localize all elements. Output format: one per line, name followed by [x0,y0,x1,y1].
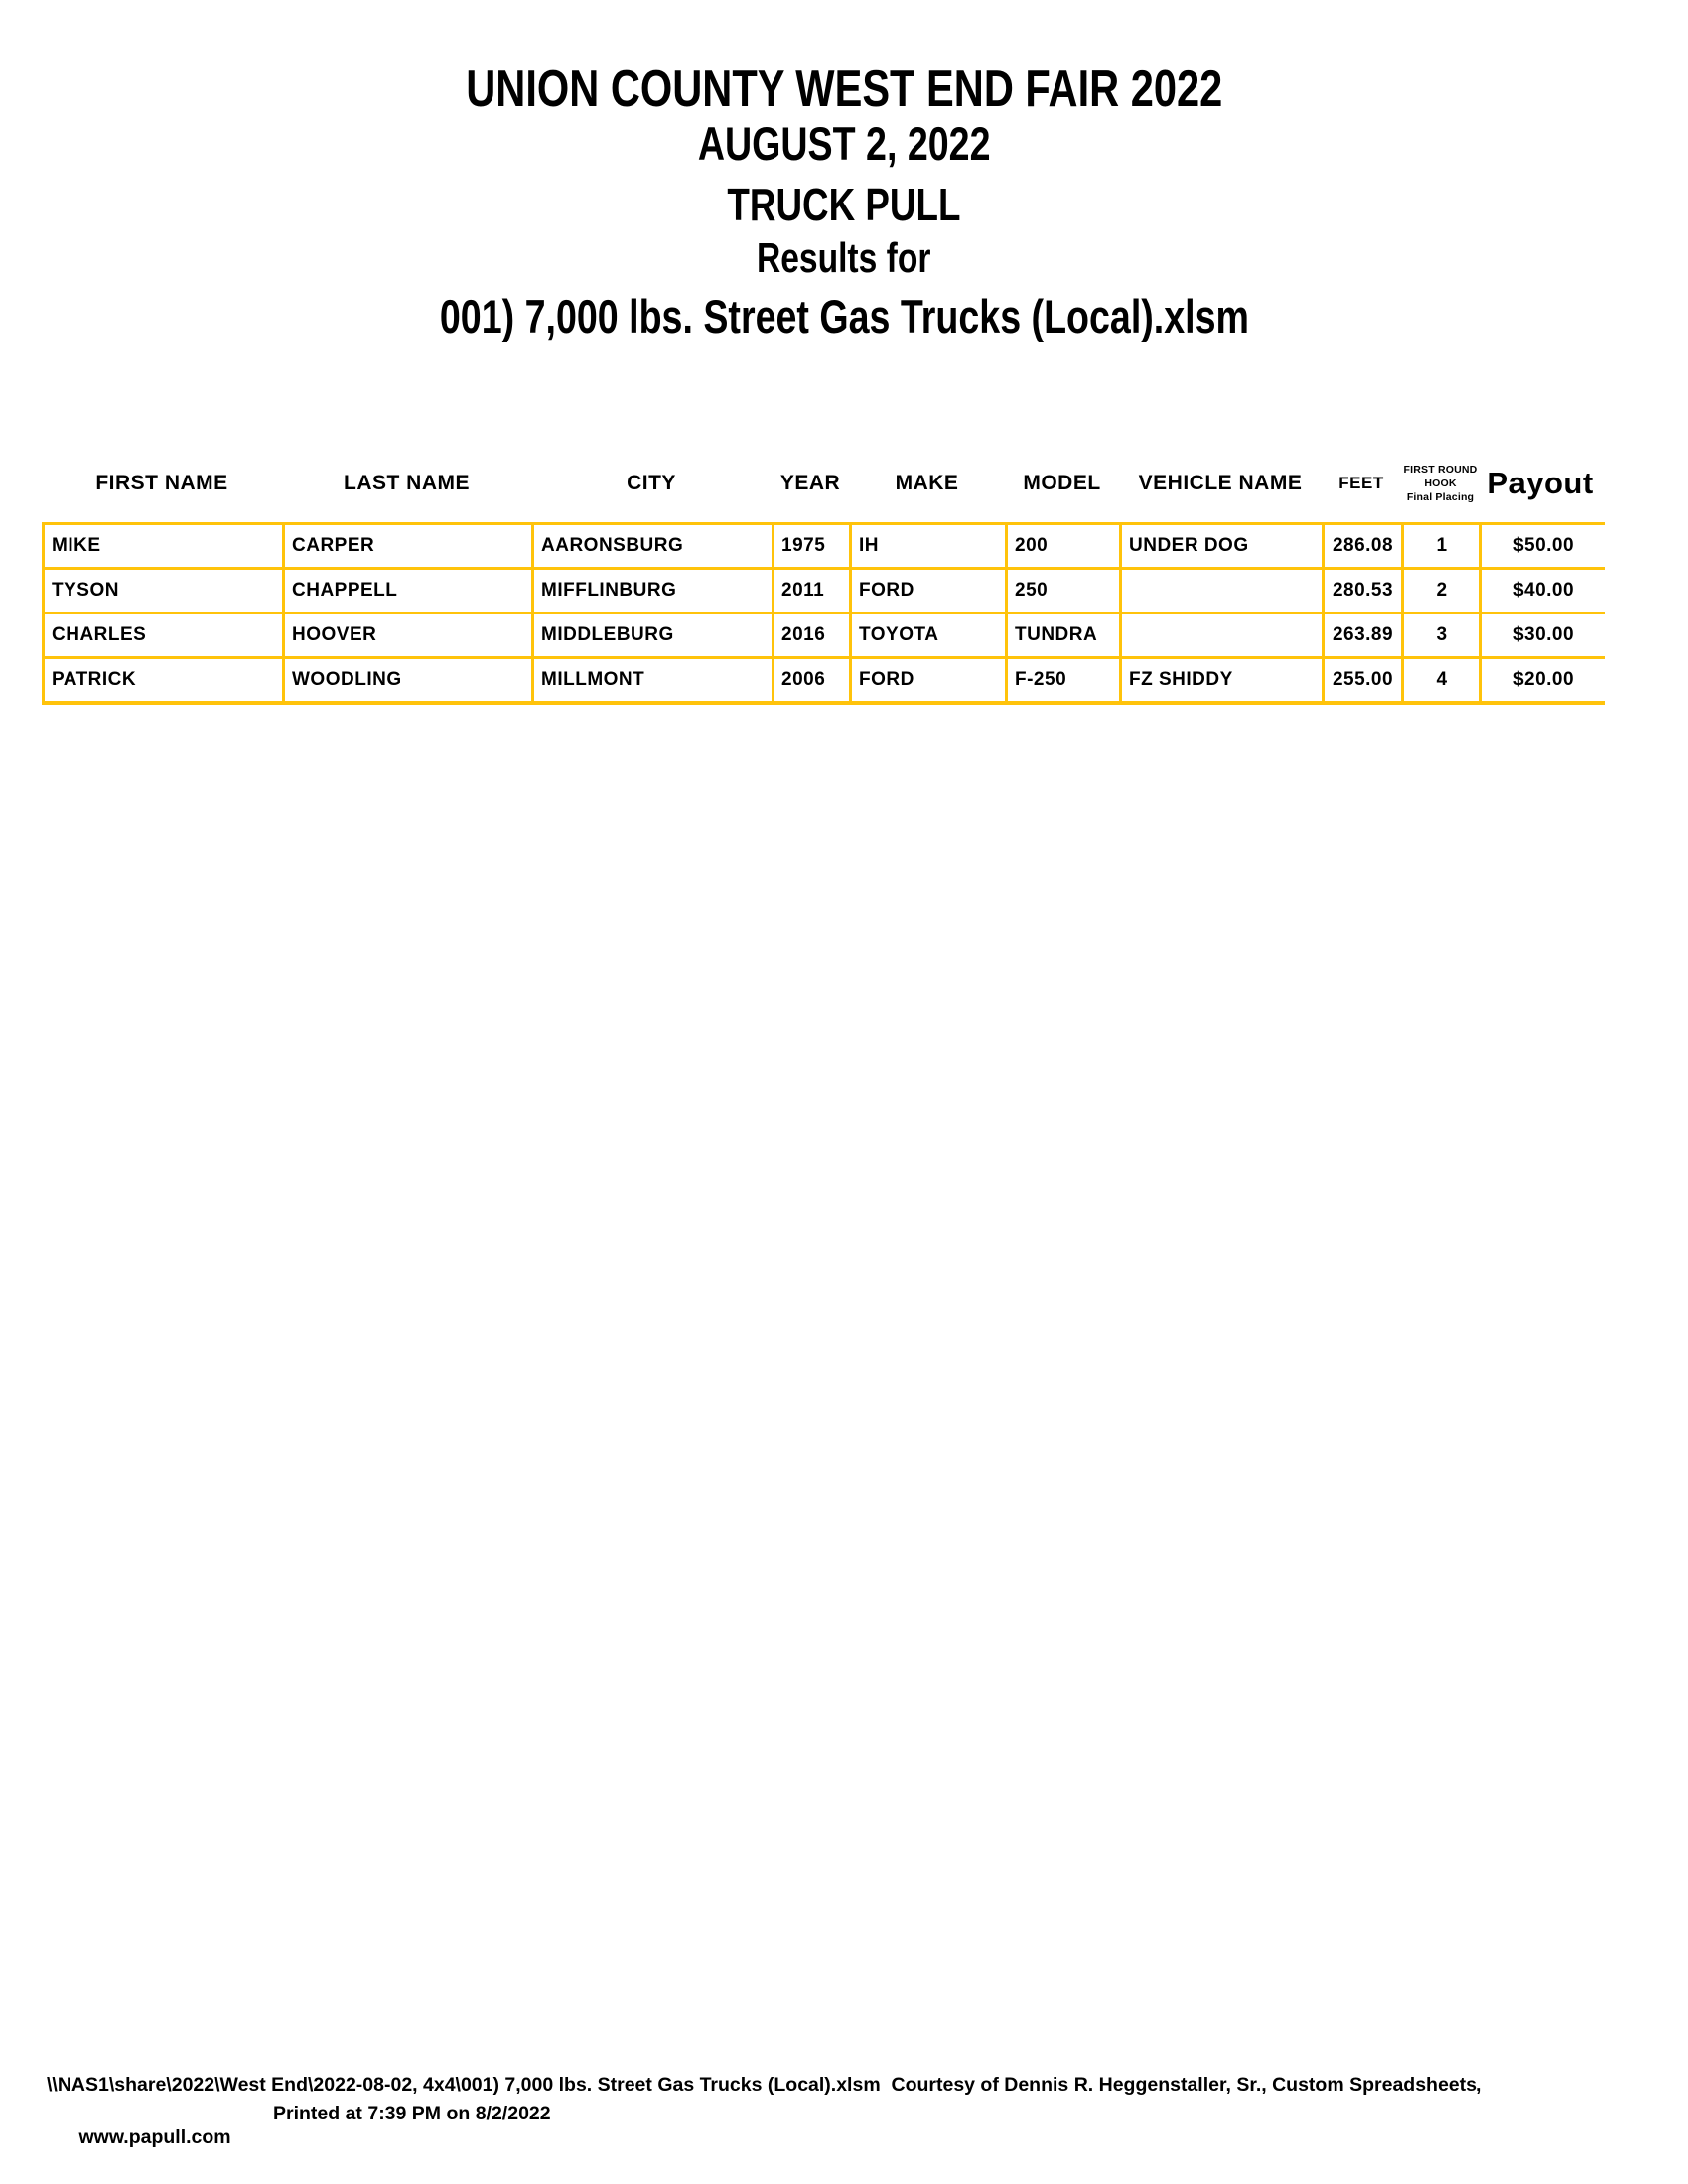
event-date [0,116,1688,171]
cell-payout: $20.00 [1482,659,1605,701]
page-title [0,60,1688,119]
col-header-year: YEAR [779,472,841,494]
cell-year: 2011 [774,570,852,614]
cell-vehicle-name: UNDER DOG [1122,525,1325,570]
cell-first-name: CHARLES [45,614,285,659]
cell-make: TOYOTA [852,614,1008,659]
col-header-hook-placing [1401,445,1479,522]
cell-last-name: WOODLING [285,659,534,701]
cell-last-name: HOOVER [285,614,534,659]
cell-placing: 4 [1404,659,1482,701]
results-for-label [0,234,1688,282]
cell-model: 200 [1008,525,1122,570]
cell-feet: 286.08 [1325,525,1404,570]
cell-make: FORD [852,570,1008,614]
footer-website: www.papull.com [78,2126,231,2148]
cell-last-name: CHAPPELL [285,570,534,614]
hook-header-line3: Final Placing [1406,491,1475,503]
footer-file-path: \\NAS1\share\2022\West End\2022-08-02, 4x4\001) 7,000 lbs. Street Gas Trucks (Local).xlsm Courtesy of Dennis R. Heggenstaller, Sr., Custom Spreadsheets, [47,2074,1482,2096]
cell-model: F-250 [1008,659,1122,701]
cell-placing: 1 [1404,525,1482,570]
cell-city: MIFFLINBURG [534,570,774,614]
cell-model: 250 [1008,570,1122,614]
table-header-row [42,445,1602,522]
cell-model: TUNDRA [1008,614,1122,659]
cell-feet: 280.53 [1325,570,1404,614]
cell-payout: $40.00 [1482,570,1605,614]
col-header-last-name: LAST NAME [344,472,470,494]
event-name [0,178,1688,231]
cell-city: AARONSBURG [534,525,774,570]
col-header-vehicle-name: VEHICLE NAME [1138,472,1303,494]
cell-year: 2006 [774,659,852,701]
cell-vehicle-name: FZ SHIDDY [1122,659,1325,701]
col-header-make: MAKE [895,472,959,494]
cell-first-name: PATRICK [45,659,285,701]
cell-make: FORD [852,659,1008,701]
footer-printed-timestamp: Printed at 7:39 PM on 8/2/2022 [273,2103,551,2124]
page-title-text: UNION COUNTY WEST END FAIR 2022 [465,61,1223,118]
cell-city: MILLMONT [534,659,774,701]
cell-first-name: TYSON [45,570,285,614]
event-name-text: TRUCK PULL [727,179,961,230]
col-header-first-name: FIRST NAME [95,472,228,494]
footer-line2 [47,2102,1481,2148]
hook-header-line2: HOOK [1424,478,1457,489]
cell-placing: 3 [1404,614,1482,659]
cell-year: 2016 [774,614,852,659]
class-filename-text: 001) 7,000 lbs. Street Gas Trucks (Local).xlsm [439,290,1249,342]
event-date-text: AUGUST 2, 2022 [697,117,991,170]
class-filename [0,289,1688,343]
cell-year: 1975 [774,525,852,570]
results-for-text: Results for [757,234,931,281]
col-header-feet: FEET [1338,474,1384,492]
cell-first-name: MIKE [45,525,285,570]
cell-feet: 255.00 [1325,659,1404,701]
hook-header-line1: FIRST ROUND [1403,464,1477,476]
cell-payout: $30.00 [1482,614,1605,659]
col-header-payout: Payout [1487,466,1594,500]
cell-vehicle-name [1122,614,1325,659]
results-table [42,522,1605,705]
col-header-model: MODEL [1023,472,1101,494]
cell-feet: 263.89 [1325,614,1404,659]
cell-placing: 2 [1404,570,1482,614]
col-header-city: CITY [627,472,676,494]
cell-vehicle-name [1122,570,1325,614]
cell-payout: $50.00 [1482,525,1605,570]
cell-city: MIDDLEBURG [534,614,774,659]
cell-last-name: CARPER [285,525,534,570]
cell-make: IH [852,525,1008,570]
page-footer [47,2073,1482,2148]
